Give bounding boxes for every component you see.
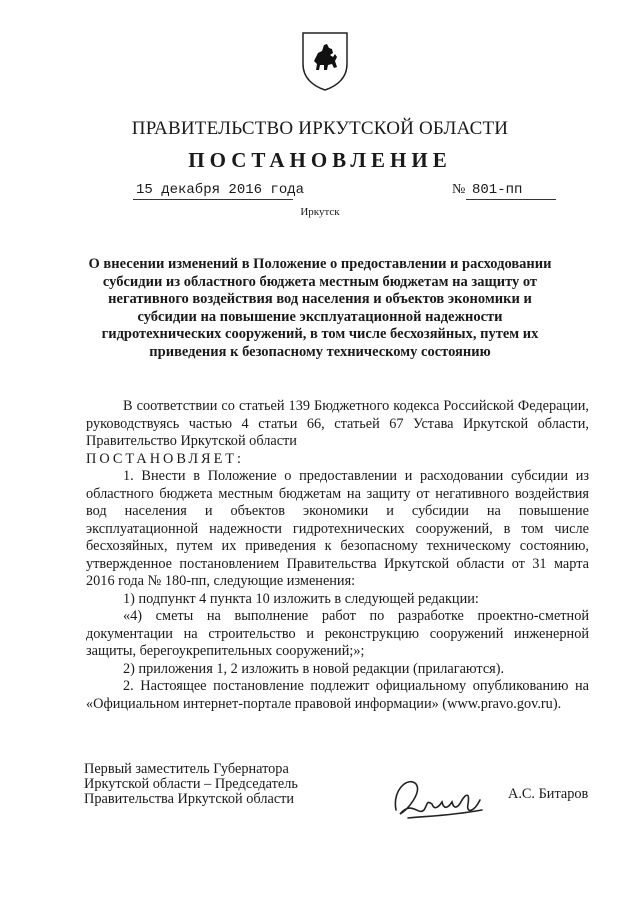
decree-title: О внесении изменений в Положение о предоставлении и расходовании субсидии из областного бюджета местным бюджетам на защиту от негативного воздействия вод населения и объектов экономики и субсидии на повышение эксплуатационной надежности гидротехнических сооружений, в том числе бесхозяйных, путем их приведения к безопасному техническому состоянию bbox=[88, 256, 552, 360]
resolves-heading: ПОСТАНОВЛЯЕТ: bbox=[86, 450, 245, 467]
number-label: № bbox=[452, 182, 466, 197]
city-name: Иркутск bbox=[300, 206, 340, 218]
document-type-heading: ПОСТАНОВЛЕНИЕ bbox=[188, 148, 452, 172]
number-underline bbox=[466, 199, 556, 200]
item-1-paragraph: 1. Внести в Положение о предоставлении и расходовании субсидии из областного бюджета местным бюджетам на защиту от негативного воздействия вод населения и объектов экономики и субсидии на повышение эксплуатационной надежности гидротехнических сооружений, в том числе бесхозяйных, путем их приведения к безопасному техническому состоянию, утвержденное постановлением Правительства Иркутской области от 31 марта 2016 года № 180-пп, следующие изменения: bbox=[86, 468, 589, 589]
item-2-paragraph: 2. Настоящее постановление подлежит официальному опубликованию на «Официальном интернет-портале правовой информации» (www.pravo.gov.ru). bbox=[86, 678, 589, 712]
handwritten-signature bbox=[388, 770, 492, 828]
preamble-paragraph: В соответствии со статьей 139 Бюджетного кодекса Российской Федерации, руководствуясь частью 4 статьи 66, статьей 67 Устава Иркутской области, Правительство Иркутской области bbox=[86, 398, 589, 449]
government-name: ПРАВИТЕЛЬСТВО ИРКУТСКОЙ ОБЛАСТИ bbox=[131, 118, 509, 139]
decree-date: 15 декабря 2016 года bbox=[136, 182, 305, 198]
item-1-1-paragraph: 1) подпункт 4 пункта 10 изложить в следующей редакции: bbox=[123, 590, 479, 607]
position-line-2: Иркутской области – Председатель bbox=[84, 776, 298, 792]
quote-paragraph: «4) сметы на выполнение работ по разработке проектно-сметной документации на строительство и реконструкцию сооружений инженерной защиты, берегоукрепительных сооружений;»; bbox=[86, 608, 589, 659]
decree-number: 801-пп bbox=[472, 182, 523, 198]
coat-of-arms-emblem bbox=[300, 30, 350, 92]
decree-body bbox=[86, 398, 589, 713]
position-line-1: Первый заместитель Губернатора bbox=[84, 761, 289, 777]
date-underline bbox=[133, 199, 293, 200]
position-line-3: Правительства Иркутской области bbox=[84, 791, 295, 807]
item-1-2-paragraph: 2) приложения 1, 2 изложить в новой редакции (прилагаются). bbox=[123, 660, 505, 677]
signatory-position bbox=[84, 762, 298, 807]
signatory-name: А.С. Битаров bbox=[508, 786, 589, 802]
